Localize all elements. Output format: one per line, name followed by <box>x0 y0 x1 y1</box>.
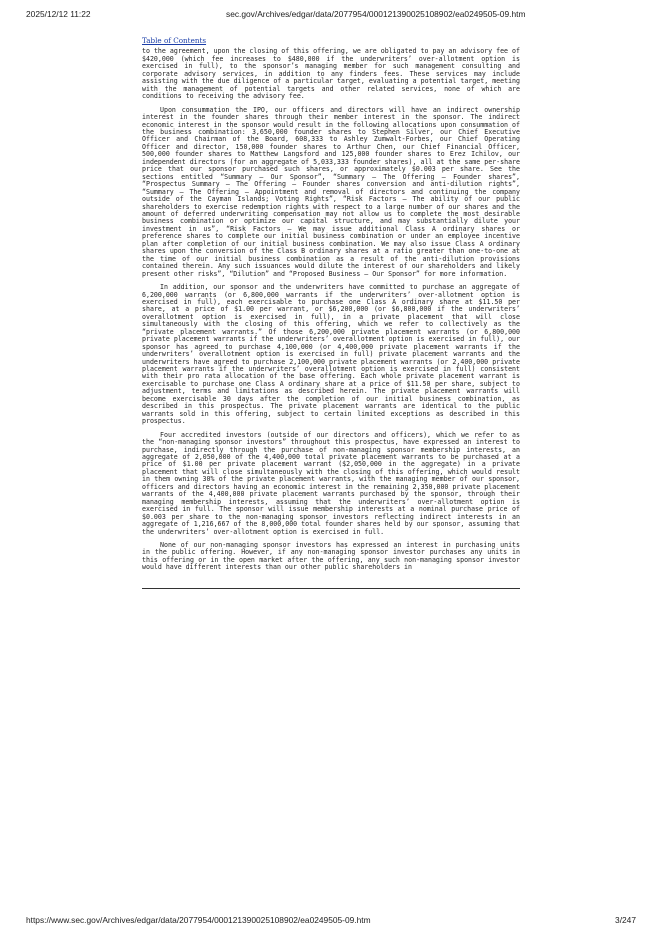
paragraph-founder-shares: Upon consummation the IPO, our officers and directors will have an indirect ownership interest in the founder shares through their member interest in the sponsor. The indirect economic interest in the sponsor would result in the following allocations upon consummation of the business combination: 3,650,000 founder shares to Stephen Silver, our Chief Executive Officer and Chairman of the Board, 608,333 to Ashley Zumwalt-Forbes, our Chief Operating Officer and director, 150,000 founder shares to Arthur Chen, our Chief Financial Officer, 500,000 founder shares to Matthew Langsford and 125,000 founder shares to Erez Ichilov, our independent directors (for an aggregate of 5,033,333 founder shares), all at the same per-share price that our sponsor purchased such shares, or approximately $0.003 per share. See the sections entitled “Summary — Our Sponsor”, “Summary — The Offering — Founder shares”, “Prospectus Summary — The Offering — Founder shares conversion and anti-dilution rights”, “Summary — The Offering — Appointment and removal of directors and continuing the company outside of the Cayman Islands; Voting Rights”, “Risk Factors — The ability of our public shareholders to exercise redemption rights with respect to a large number of our shares and the amount of deferred underwriting compensation may not allow us to complete the most desirable business combination or optimize our capital structure, and may substantially dilute your investment in us”, “Risk Factors — We may issue additional Class A ordinary shares or preference shares to complete our initial business combination or under an employee incentive plan after completion of our initial business combination. We may also issue Class A ordinary shares upon the conversion of the Class B ordinary shares at a ratio greater than one-to-one at the time of our initial business combination as a result of the anti-dilution provisions contained therein. Any such issuances would dilute the interest of our shareholders and likely present other risks”, “Dilution” and “Proposed Business — Our Sponsor” for more information. <box>142 105 520 278</box>
paragraph-private-placement-warrants: In addition, our sponsor and the underwriters have committed to purchase an aggregate of 6,200,000 warrants (or 6,800,000 warrants if the underwriters’ over-allotment option is exercised in full), each exercisable to purchase one Class A ordinary share at $11.50 per share, at a price of $1.00 per warrant, or $6,200,000 (or $6,800,000 if the underwriters’ overallotment option is exercised in full), in a private placement that will close simultaneously with the closing of this offering, which we refer to collectively as the “private placement warrants.” Of those 6,200,000 private placement warrants (or 6,800,000 private placement warrants if the underwriters’ overallotment option is exercised in full), our sponsor has agreed to purchase 4,100,000 (or 4,400,000 private placement warrants if the underwriters’ overallotment option is exercised in full) private placement warrants and the underwriters have agreed to purchase 2,100,000 private placement warrants (or 2,400,000 private placement warrants if the underwriters’ overallotment option is exercised in full) consistent with their pro rata allocation of the base offering. Each whole private placement warrant is exercisable to purchase one Class A ordinary share at a price of $11.50 per share, subject to adjustment, terms and limitations as described herein. The private placement warrants will become exercisable 30 days after the completion of our initial business combination, as described in this prospectus. The private placement warrants are identical to the public warrants sold in this offering, subject to certain limited exceptions as described in this prospectus. <box>142 283 520 426</box>
paragraph-public-offering-units: None of our non-managing sponsor investors has expressed an interest in purchasing units in the public offering. However, if any non-managing sponsor investor purchases any units in this offering or in the open market after the offering, any such non-managing sponsor investor would have different interests than our other public shareholders in <box>142 541 520 572</box>
table-of-contents-link[interactable]: Table of Contents <box>142 36 207 45</box>
page-divider <box>142 588 520 589</box>
print-datetime: 2025/12/12 11:22 <box>26 9 91 19</box>
print-page-title: sec.gov/Archives/edgar/data/2077954/000121390025108902/ea0249505-09.htm <box>226 9 526 19</box>
document-body <box>142 37 520 589</box>
paragraph-non-managing-investors: Four accredited investors (outside of our directors and officers), which we refer to as the “non-managing sponsor investors” throughout this prospectus, have expressed an interest to purchase, indirectly through the purchase of non-managing sponsor membership interests, an aggregate of 2,050,000 of the 4,400,000 total private placement warrants to be purchased at a price of $1.00 per private placement warrant ($2,050,000 in the aggregate) in a private placement that will close simultaneously with the closing of this offering, which would result in them owning 30% of the private placement warrants, with the managing member of our sponsor, officers and directors having an economic interest in the remaining 2,350,000 private placement warrants of the 4,400,000 private placement warrants purchased by the sponsor, through their managing membership interests, assuming that the underwriters’ over-allotment option is exercised in full. The sponsor will issue membership interests at a nominal purchase price of $0.003 per share to the non-managing sponsor investors reflecting indirect interests in an aggregate of 1,216,667 of the 8,000,000 total founder shares held by our sponsor, assuming that the underwriters’ over-allotment option is exercised in full. <box>142 430 520 536</box>
print-footer-url: https://www.sec.gov/Archives/edgar/data/2077954/000121390025108902/ea0249505-09.htm <box>26 915 371 925</box>
browser-print-header <box>0 0 662 20</box>
paragraph-advisory-fee: to the agreement, upon the closing of this offering, we are obligated to pay an advisory fee of $420,000 (which fee increases to $480,000 if the underwriters’ over-allotment option is exercised in full), to the sponsor’s managing member for such management consulting and corporate advisory services, in addition to any finders fees. These services may include assisting with the due diligence of a particular target, evaluating a potential target, meeting with the management of potential targets and other related services, none of which are conditions to receiving the advisory fee. <box>142 47 520 101</box>
print-page-indicator: 3/247 <box>615 915 636 925</box>
browser-print-footer <box>0 914 662 930</box>
